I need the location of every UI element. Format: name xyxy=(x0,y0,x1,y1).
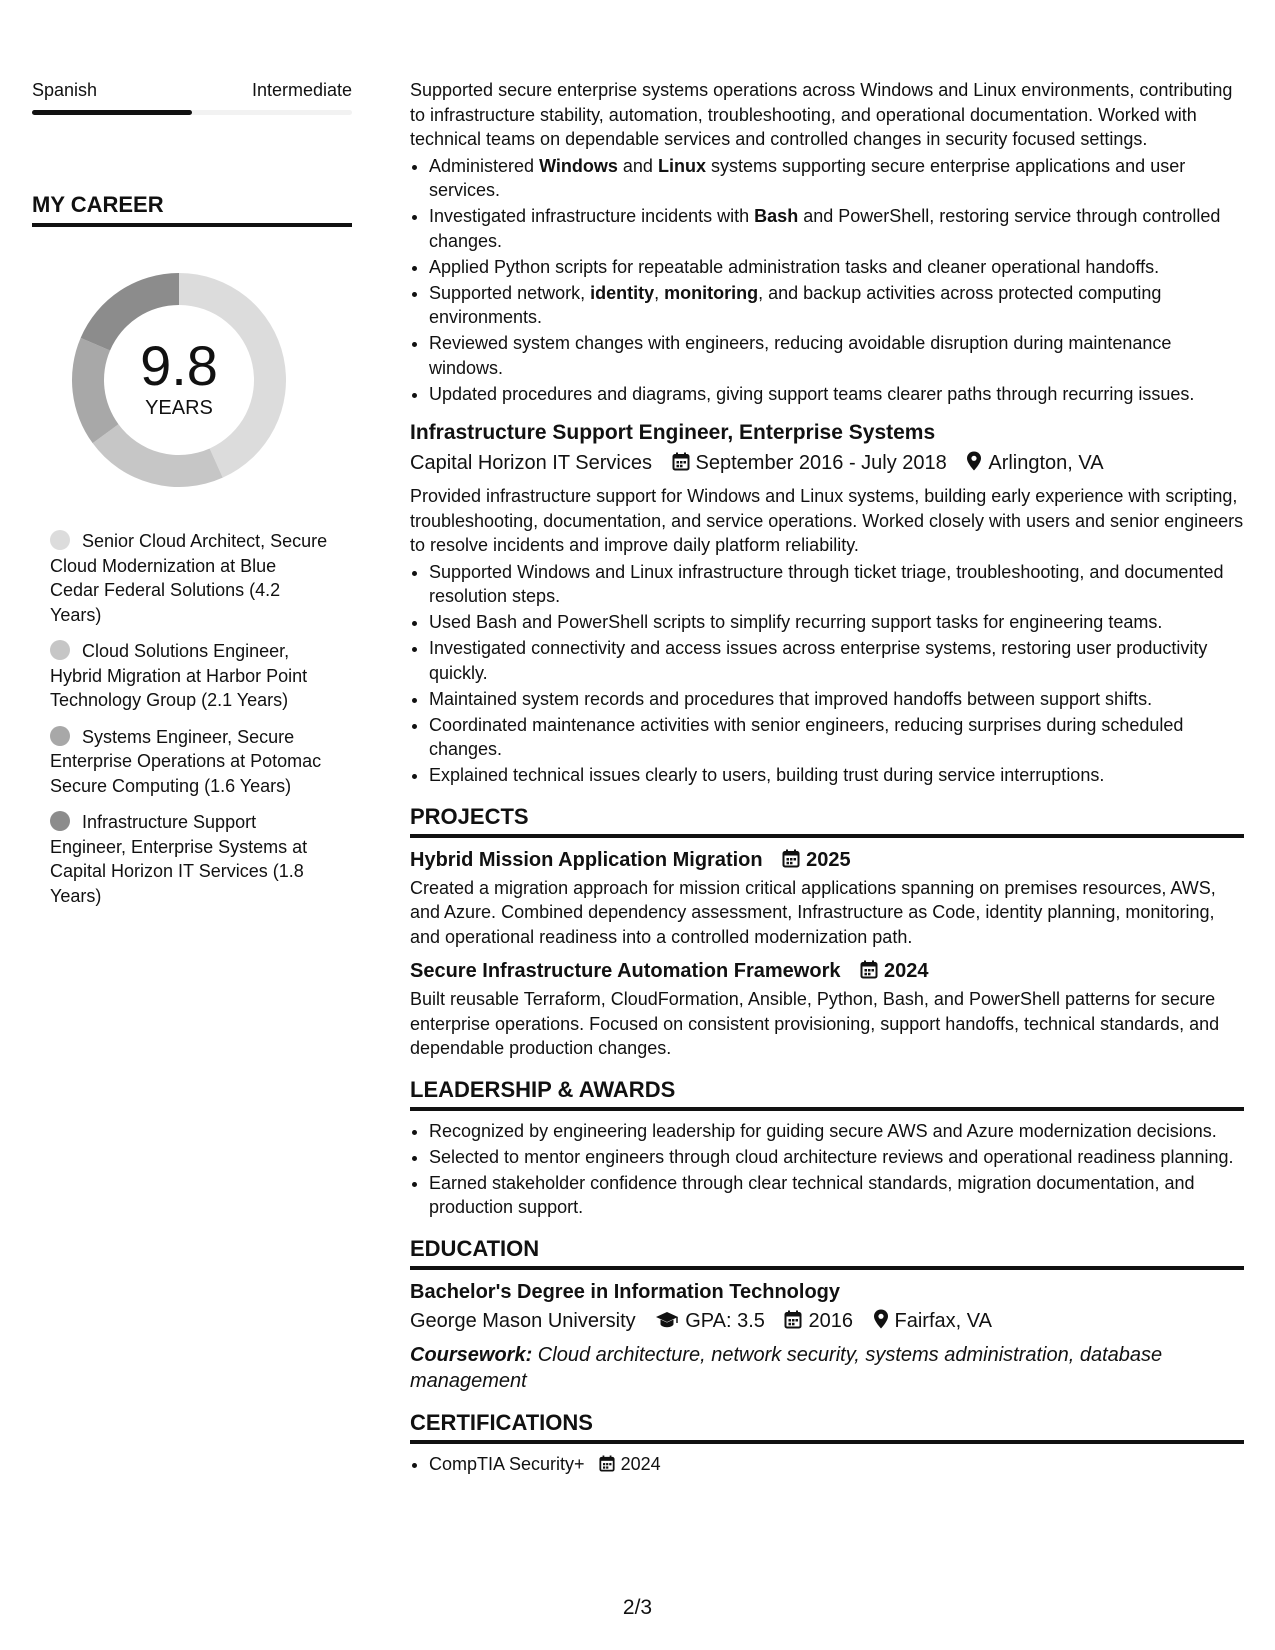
career-legend-text: Senior Cloud Architect, Secure Cloud Modernization at Blue Cedar Federal Solutions (4.2 Years) xyxy=(50,531,328,625)
job-bullet: • Used Bash and PowerShell scripts to simplify recurring support tasks for engineering teams. xyxy=(429,610,1244,635)
bullet-text: Investigated infrastructure incidents with xyxy=(429,206,755,226)
job-title: Infrastructure Support Engineer, Enterprise Systems xyxy=(410,421,936,444)
job-company: Capital Horizon IT Services xyxy=(410,452,652,474)
calendar-icon xyxy=(860,959,878,987)
main-content xyxy=(410,78,1244,1480)
project-title: Hybrid Mission Application Migration xyxy=(410,848,763,871)
sidebar xyxy=(32,78,352,920)
legend-dot-icon xyxy=(50,726,70,746)
language-proficiency-bar xyxy=(32,110,352,115)
job-bullets xyxy=(410,154,1244,407)
education-meta xyxy=(410,1306,1244,1338)
career-legend-item xyxy=(50,529,330,627)
leadership-bullet: • Selected to mentor engineers through cloud architecture reviews and operational readiness planning. xyxy=(429,1145,1244,1170)
calendar-icon xyxy=(784,1308,802,1338)
career-donut-chart xyxy=(66,267,292,493)
project-year: 2024 xyxy=(884,960,929,982)
bullet-text: and PowerShell, restoring service through controlled changes. xyxy=(429,206,1221,251)
project-description: Created a migration approach for mission critical applications spanning on premises resources, AWS, and Azure. Combined dependency assessment, Infrastructure as Code, identity planning, monitoring, and operational readiness into a controlled modernization path. xyxy=(410,877,1216,947)
graduation-cap-icon xyxy=(655,1308,679,1338)
projects-heading: PROJECTS xyxy=(410,802,1244,838)
calendar-icon xyxy=(599,1454,615,1479)
job-dates: September 2016 - July 2018 xyxy=(695,452,947,474)
job-bullet: • Updated procedures and diagrams, giving support teams clearer paths through recurring issues. xyxy=(429,382,1244,407)
education-gpa: GPA: 3.5 xyxy=(685,1309,765,1332)
bullet-text: and xyxy=(617,155,658,176)
calendar-icon xyxy=(782,848,800,876)
career-legend-item xyxy=(50,639,330,713)
bullet-text: systems supporting secure enterprise applications and user services. xyxy=(429,155,1186,200)
project-title: Secure Infrastructure Automation Framework xyxy=(410,960,841,982)
language-name: Spanish xyxy=(32,80,98,100)
job-bullet: • Explained technical issues clearly to users, building trust during service interruptions. xyxy=(429,763,1244,788)
career-legend-item xyxy=(50,725,330,799)
bullet-keyword: Bash xyxy=(754,206,799,226)
coursework-text: Cloud architecture, network security, systems administration, database management xyxy=(410,1343,1163,1392)
leadership-bullet: • Earned stakeholder confidence through clear technical standards, migration documentation, and production support. xyxy=(429,1171,1244,1220)
education-year: 2016 xyxy=(808,1309,853,1332)
bullet-text: Supported network, xyxy=(429,282,591,303)
certifications-list xyxy=(410,1452,1244,1479)
education-school: George Mason University xyxy=(410,1309,636,1332)
project-description: Built reusable Terraform, CloudFormation, Ansible, Python, Bash, and PowerShell patterns for secure enterprise operations. Focused on consistent provisioning, support handoffs, technical standards, and dependable production changes. xyxy=(410,989,1220,1058)
language-level: Intermediate xyxy=(251,80,352,100)
job-meta xyxy=(410,448,1244,480)
career-legend-item xyxy=(50,810,330,908)
job-summary: Provided infrastructure support for Windows and Linux systems, building early experience with scripting, troubleshooting, documentation, and service operations. Worked closely with users and senior engineers to resolve incidents and improve daily platform reliability. xyxy=(410,486,1244,555)
leadership-bullet: • Recognized by engineering leadership for guiding secure AWS and Azure modernization decisions. xyxy=(429,1119,1244,1144)
job-bullet: • Supported Windows and Linux infrastructure through ticket triage, troubleshooting, and documented resolution steps. xyxy=(429,560,1244,609)
location-pin-icon xyxy=(966,450,982,480)
calendar-icon xyxy=(672,450,690,480)
language-proficiency-fill xyxy=(32,110,192,115)
donut-total-value: 9.8 xyxy=(140,334,218,397)
coursework-label: Coursework: xyxy=(410,1343,533,1366)
legend-dot-icon xyxy=(50,640,70,660)
project-title-row xyxy=(410,957,1244,987)
bullet-keyword: Windows xyxy=(539,155,618,176)
job-bullets xyxy=(410,560,1244,788)
job-bullet: • Maintained system records and procedures that improved handoffs between support shifts. xyxy=(429,687,1244,712)
bullet-text: , xyxy=(654,282,665,303)
bullet-keyword: identity xyxy=(590,282,655,303)
bullet-keyword: Linux xyxy=(657,155,706,176)
bullet-text: , and backup activities across protected computing environments. xyxy=(429,282,1162,327)
leadership-heading: LEADERSHIP & AWARDS xyxy=(410,1075,1244,1111)
job-bullet: • Investigated connectivity and access issues across enterprise systems, restoring user productivity quickly. xyxy=(429,636,1244,685)
job-bullet: • Coordinated maintenance activities with senior engineers, reducing surprises during scheduled changes. xyxy=(429,713,1244,762)
project-title-row xyxy=(410,846,1244,876)
job-bullet: • Applied Python scripts for repeatable administration tasks and cleaner operational handoffs. xyxy=(429,255,1244,280)
education-heading: EDUCATION xyxy=(410,1234,1244,1270)
education-coursework xyxy=(410,1342,1244,1394)
career-legend-text: Systems Engineer, Secure Enterprise Operations at Potomac Secure Computing (1.6 Years) xyxy=(50,726,322,796)
career-heading: MY CAREER xyxy=(32,191,352,227)
location-pin-icon xyxy=(873,1308,889,1338)
donut-total-unit: YEARS xyxy=(145,397,213,419)
job-bullet xyxy=(429,204,1244,253)
education-location: Fairfax, VA xyxy=(894,1309,992,1332)
bullet-keyword: monitoring xyxy=(664,282,759,303)
language-row xyxy=(32,78,352,102)
certification-name: CompTIA Security+ xyxy=(429,1453,585,1474)
job-location: Arlington, VA xyxy=(988,452,1104,474)
legend-dot-icon xyxy=(50,811,70,831)
leadership-bullets xyxy=(410,1119,1244,1220)
bullet-text: Administered xyxy=(429,155,540,176)
page-number: 2/3 xyxy=(622,1596,653,1619)
career-legend-text: Infrastructure Support Engineer, Enterprise Systems at Capital Horizon IT Services (1.8 Years) xyxy=(50,812,308,906)
legend-dot-icon xyxy=(50,530,70,550)
education-degree: Bachelor's Degree in Information Technology xyxy=(410,1280,841,1303)
job-bullet: • Reviewed system changes with engineers, reducing avoidable disruption during maintenance windows. xyxy=(429,331,1244,380)
project-year: 2025 xyxy=(806,848,851,871)
certification-year: 2024 xyxy=(620,1453,661,1474)
job-bullet xyxy=(429,281,1244,330)
certifications-heading: CERTIFICATIONS xyxy=(410,1408,1244,1444)
job-bullet xyxy=(429,154,1244,203)
job-summary: Supported secure enterprise systems operations across Windows and Linux environments, contributing to infrastructure stability, automation, troubleshooting, and operational documentation. Worked with technical teams on dependable services and controlled changes in security focused settings. xyxy=(410,80,1233,149)
certification-item xyxy=(429,1452,1244,1479)
career-legend-text: Cloud Solutions Engineer, Hybrid Migration at Harbor Point Technology Group (2.1 Years) xyxy=(50,641,308,710)
donut-center xyxy=(66,267,292,493)
career-legend xyxy=(50,529,330,908)
